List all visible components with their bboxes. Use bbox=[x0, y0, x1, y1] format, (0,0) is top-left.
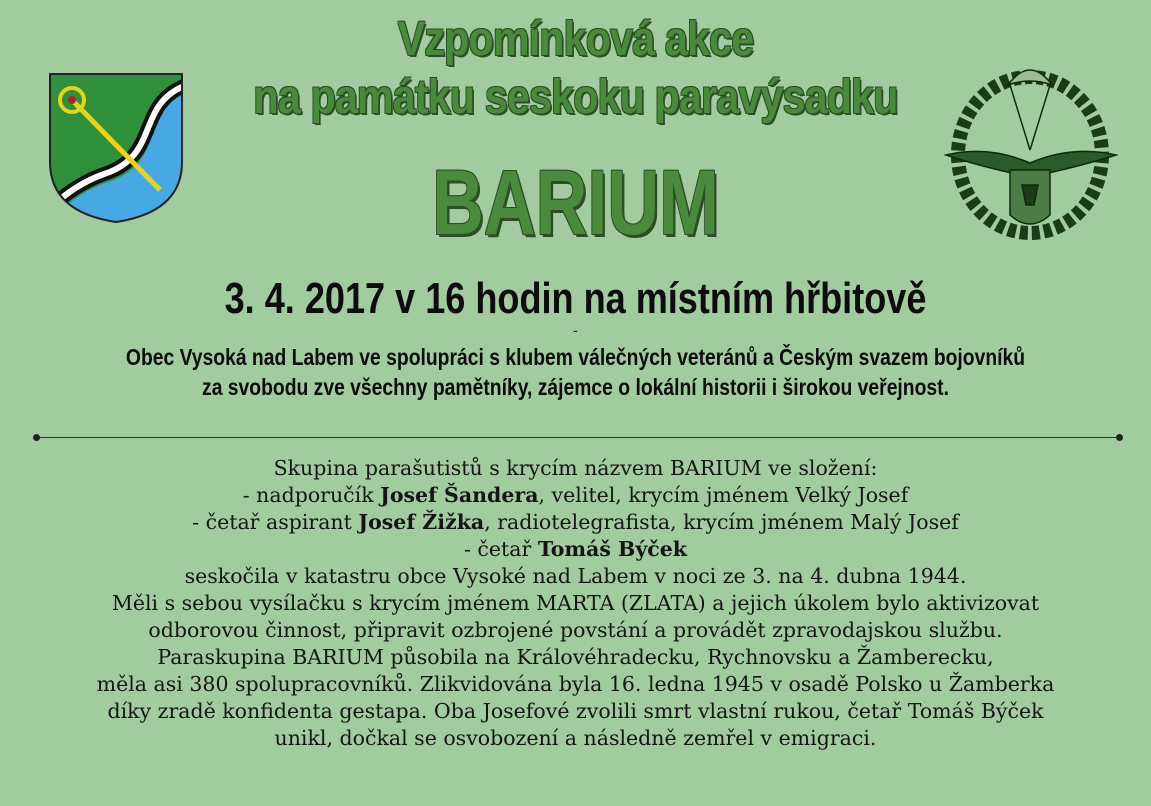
member-1-rank: - nadporučík bbox=[242, 483, 381, 507]
member-3-name: Tomáš Býček bbox=[537, 537, 688, 561]
history-line: unikl, dočkal se osvobození a následně zemřel v emigraci. bbox=[274, 726, 877, 750]
separator-dash: - bbox=[573, 322, 578, 338]
member-2-role: , radiotelegrafista, krycím jménem Malý Josef bbox=[484, 510, 959, 534]
history-line: díky zradě konfidenta gestapa. Oba Josefové zvolili smrt vlastní rukou, četař Tomáš Býček bbox=[107, 699, 1044, 723]
divider bbox=[36, 437, 1120, 438]
member-3-rank: - četař bbox=[463, 537, 538, 561]
history-text bbox=[0, 455, 1151, 752]
intro-line: Skupina parašutistů s krycím názvem BARIUM ve složení: bbox=[273, 456, 878, 480]
invitation-text bbox=[92, 342, 1059, 402]
heading-line-2: na památku seskoku paravýsadku bbox=[253, 71, 898, 124]
member-1-name: Josef Šandera bbox=[380, 483, 539, 507]
member-line-3 bbox=[0, 536, 1151, 563]
member-2-name: Josef Žižka bbox=[358, 510, 485, 534]
history-line: seskočila v katastru obce Vysoké nad Labem v noci ze 3. na 4. dubna 1944. bbox=[184, 564, 967, 588]
divider-dot-right bbox=[1116, 434, 1123, 441]
history-line: měla asi 380 spolupracovníků. Zlikvidována byla 16. ledna 1945 v osadě Polsko u Žamberka bbox=[96, 672, 1055, 696]
event-datetime: 3. 4. 2017 v 16 hodin na místním hřbitově bbox=[224, 274, 927, 323]
member-line-1 bbox=[0, 482, 1151, 509]
group-name-title: BARIUM bbox=[431, 152, 720, 254]
member-2-rank: - četař aspirant bbox=[192, 510, 359, 534]
divider-dot-left bbox=[33, 434, 40, 441]
invitation-line-2: za svobodu zve všechny pamětníky, zájemce o lokální historii i širokou veřejnost. bbox=[202, 374, 949, 400]
history-line: odborovou činnost, připravit ozbrojené povstání a provádět zpravodajskou službu. bbox=[148, 618, 1003, 642]
history-line: Měli s sebou vysílačku s krycím jménem MARTA (ZLATA) a jejich úkolem bylo aktivizovat bbox=[111, 591, 1040, 615]
member-line-2 bbox=[0, 509, 1151, 536]
member-1-role: , velitel, krycím jménem Velký Josef bbox=[538, 483, 909, 507]
history-line: Paraskupina BARIUM působila na Královéhradecku, Rychnovsku a Žamberecku, bbox=[157, 645, 994, 669]
heading-line-1: Vzpomínková akce bbox=[397, 13, 754, 66]
invitation-line-1: Obec Vysoká nad Labem ve spolupráci s klubem válečných veteránů a Českým svazem bojovníků bbox=[125, 344, 1026, 370]
